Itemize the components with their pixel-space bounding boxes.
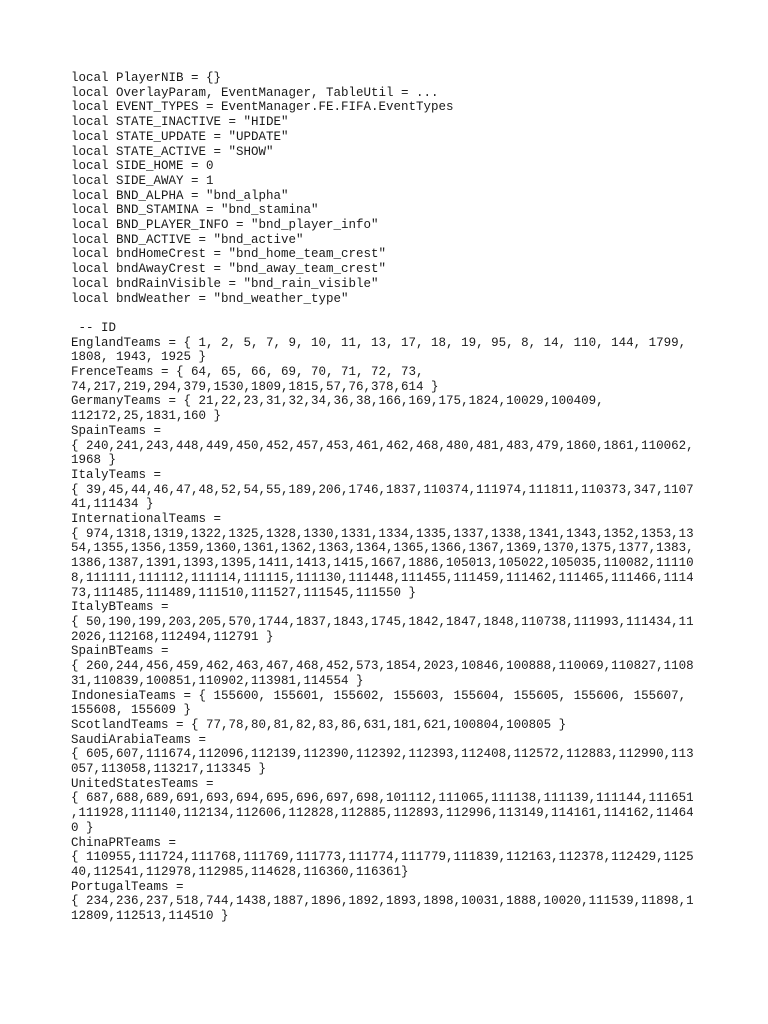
code-line: local BND_ACTIVE = "bnd_active" — [71, 232, 304, 247]
code-line: PortugalTeams = — [71, 879, 184, 894]
code-line: { 687,688,689,691,693,694,695,696,697,698,101112,111065,111138,111139,111144,111651 — [71, 791, 694, 806]
code-line: { 110955,111724,111768,111769,111773,111774,111779,111839,112163,112378,112429,1125 — [71, 850, 694, 865]
code-line: ItalyTeams = — [71, 467, 162, 482]
code-line: local BND_ALPHA = "bnd_alpha" — [71, 188, 289, 203]
code-line: 8,111111,111112,111114,111115,111130,111448,111455,111459,111462,111465,111466,1114 — [71, 570, 694, 585]
code-line: 31,110839,100851,110902,113981,114554 } — [71, 673, 364, 688]
code-line: local bndWeather = "bnd_weather_type" — [71, 291, 349, 306]
code-line: ItalyBTeams = — [71, 600, 169, 615]
code-line: ScotlandTeams = { 77,78,80,81,82,83,86,631,181,621,100804,100805 } — [71, 717, 567, 732]
code-line: GermanyTeams = { 21,22,23,31,32,34,36,38,166,169,175,1824,10029,100409, — [71, 394, 604, 409]
code-line: 2026,112168,112494,112791 } — [71, 629, 274, 644]
code-line: local bndHomeCrest = "bnd_home_team_crest" — [71, 247, 387, 262]
code-line: local bndAwayCrest = "bnd_away_team_crest" — [71, 262, 387, 277]
code-line: SpainBTeams = — [71, 644, 169, 659]
code-block — [71, 71, 701, 924]
code-line: { 39,45,44,46,47,48,52,54,55,189,206,1746,1837,110374,111974,111811,110373,347,1107 — [71, 482, 694, 497]
code-line: local SIDE_HOME = 0 — [71, 159, 214, 174]
code-line — [71, 306, 701, 321]
code-line: 74,217,219,294,379,1530,1809,1815,57,76,378,614 } — [71, 379, 439, 394]
code-line: 1968 } — [71, 453, 117, 468]
code-line: local BND_PLAYER_INFO = "bnd_player_info" — [71, 218, 379, 233]
code-line: UnitedStatesTeams = — [71, 776, 214, 791]
code-line: 0 } — [71, 820, 94, 835]
code-line: { 50,190,199,203,205,570,1744,1837,1843,1745,1842,1847,1848,110738,111993,111434,11 — [71, 615, 694, 629]
code-line: 54,1355,1356,1359,1360,1361,1362,1363,1364,1365,1366,1367,1369,1370,1375,1377,1383, — [71, 541, 694, 556]
code-line: { 974,1318,1319,1322,1325,1328,1330,1331,1334,1335,1337,1338,1341,1343,1352,1353,13 — [71, 526, 694, 541]
code-line: 1808, 1943, 1925 } — [71, 350, 207, 365]
code-line: { 605,607,111674,112096,112139,112390,112392,112393,112408,112572,112883,112990,113 — [71, 747, 694, 762]
code-line: local PlayerNIB = {} — [71, 71, 222, 85]
code-line: IndonesiaTeams = { 155600, 155601, 155602, 155603, 155604, 155605, 155606, 155607, — [71, 688, 687, 703]
code-line: { 240,241,243,448,449,450,452,457,453,461,462,468,480,481,483,479,1860,1861,110062, — [71, 438, 694, 453]
code-line: ,111928,111140,112134,112606,112828,112885,112893,112996,113149,114161,114162,11464 — [71, 806, 694, 821]
code-line: InternationalTeams = — [71, 512, 222, 527]
code-line: -- ID — [71, 320, 117, 335]
code-line: 12809,112513,114510 } — [71, 909, 229, 924]
code-line: local EVENT_TYPES = EventManager.FE.FIFA.EventTypes — [71, 100, 454, 115]
code-line: EnglandTeams = { 1, 2, 5, 7, 9, 10, 11, 13, 17, 18, 19, 95, 8, 14, 110, 144, 1799, — [71, 335, 687, 350]
code-line: SpainTeams = — [71, 423, 162, 438]
code-line: { 260,244,456,459,462,463,467,468,452,573,1854,2023,10846,100888,110069,110827,1108 — [71, 659, 694, 674]
code-line: local BND_STAMINA = "bnd_stamina" — [71, 203, 319, 218]
code-line: 1386,1387,1391,1393,1395,1411,1413,1415,1667,1886,105013,105022,105035,110082,11110 — [71, 556, 694, 571]
code-line: 112172,25,1831,160 } — [71, 409, 222, 424]
code-line: 057,113058,113217,113345 } — [71, 762, 267, 777]
code-line: local STATE_INACTIVE = "HIDE" — [71, 115, 289, 130]
code-line: 40,112541,112978,112985,114628,116360,116361} — [71, 864, 409, 879]
code-line: ChinaPRTeams = — [71, 835, 177, 850]
code-line: local bndRainVisible = "bnd_rain_visible" — [71, 276, 379, 291]
code-line: local STATE_UPDATE = "UPDATE" — [71, 129, 289, 144]
code-line: { 234,236,237,518,744,1438,1887,1896,1892,1893,1898,10031,1888,10020,111539,11898,1 — [71, 894, 694, 909]
code-line: SaudiArabiaTeams = — [71, 732, 207, 747]
code-line: local STATE_ACTIVE = "SHOW" — [71, 144, 274, 159]
code-line: 41,111434 } — [71, 497, 154, 512]
code-line: 155608, 155609 } — [71, 703, 192, 718]
code-line: FrenceTeams = { 64, 65, 66, 69, 70, 71, 72, 73, — [71, 365, 424, 380]
code-line: local OverlayParam, EventManager, TableUtil = ... — [71, 85, 439, 100]
code-line: local SIDE_AWAY = 1 — [71, 173, 214, 188]
code-line: 73,111485,111489,111510,111527,111545,111550 } — [71, 585, 417, 600]
